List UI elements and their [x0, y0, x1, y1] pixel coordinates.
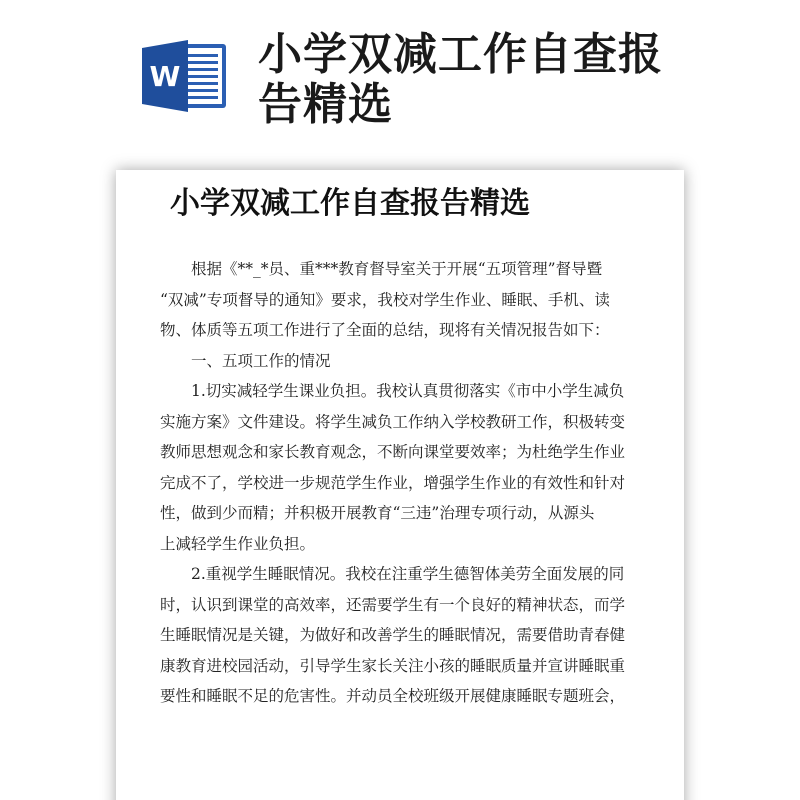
paragraph-line: 1.切实减轻学生课业负担。我校认真贯彻落实《市中小学生减负	[191, 382, 625, 400]
document-page	[116, 170, 684, 800]
header-title-line-2: 告精选	[258, 79, 393, 130]
document-paragraph	[160, 559, 650, 712]
document-paragraph	[160, 346, 650, 377]
paragraph-line: 上减轻学生作业负担。	[160, 534, 316, 553]
paragraph-line: “双减”专项督导的通知》要求，我校对学生作业、睡眠、手机、读	[160, 290, 610, 309]
paragraph-line: 实施方案》文件建设。将学生减负工作纳入学校教研工作，积极转变	[160, 412, 626, 431]
paragraph-line: 物、体质等五项工作进行了全面的总结，现将有关情况报告如下：	[160, 321, 610, 339]
document-title: 小学双减工作自查报告精选	[170, 186, 530, 221]
document-body	[160, 254, 650, 712]
paragraph-line: 根据《**_*员、重***教育督导室关于开展“五项管理”督导暨	[191, 260, 603, 278]
paragraph-line: 教师思想观念和家长教育观念，不断向课堂要效率；为杜绝学生作业	[160, 443, 626, 461]
paragraph-line: 完成不了，学校进一步规范学生作业，增强学生作业的有效性和针对	[160, 473, 626, 492]
paragraph-line: 生睡眠情况是关键，为做好和改善学生的睡眠情况，需要借助青春健	[160, 626, 626, 644]
paragraph-line: 性，做到少而精；并积极开展教育“三违”治理专项行动，从源头	[160, 504, 595, 522]
paragraph-line: 一、五项工作的情况	[191, 351, 331, 370]
word-document-icon	[138, 38, 230, 114]
paragraph-line: 要性和睡眠不足的危害性。并动员全校班级开展健康睡眠专题班会，	[160, 687, 626, 705]
header-title-line-1: 小学双减工作自查报	[258, 29, 663, 80]
paragraph-line: 康教育进校园活动，引导学生家长关注小孩的睡眠质量并宣讲睡眠重	[160, 656, 626, 675]
document-paragraph	[160, 254, 650, 346]
paragraph-line: 时，认识到课堂的高效率，还需要学生有一个良好的精神状态，而学	[160, 595, 626, 614]
paragraph-line: 2.重视学生睡眠情况。我校在注重学生德智体美劳全面发展的同	[191, 565, 625, 583]
word-logo-letter: W	[149, 60, 181, 93]
header	[0, 0, 800, 160]
document-paragraph	[160, 376, 650, 559]
header-title	[258, 30, 738, 130]
